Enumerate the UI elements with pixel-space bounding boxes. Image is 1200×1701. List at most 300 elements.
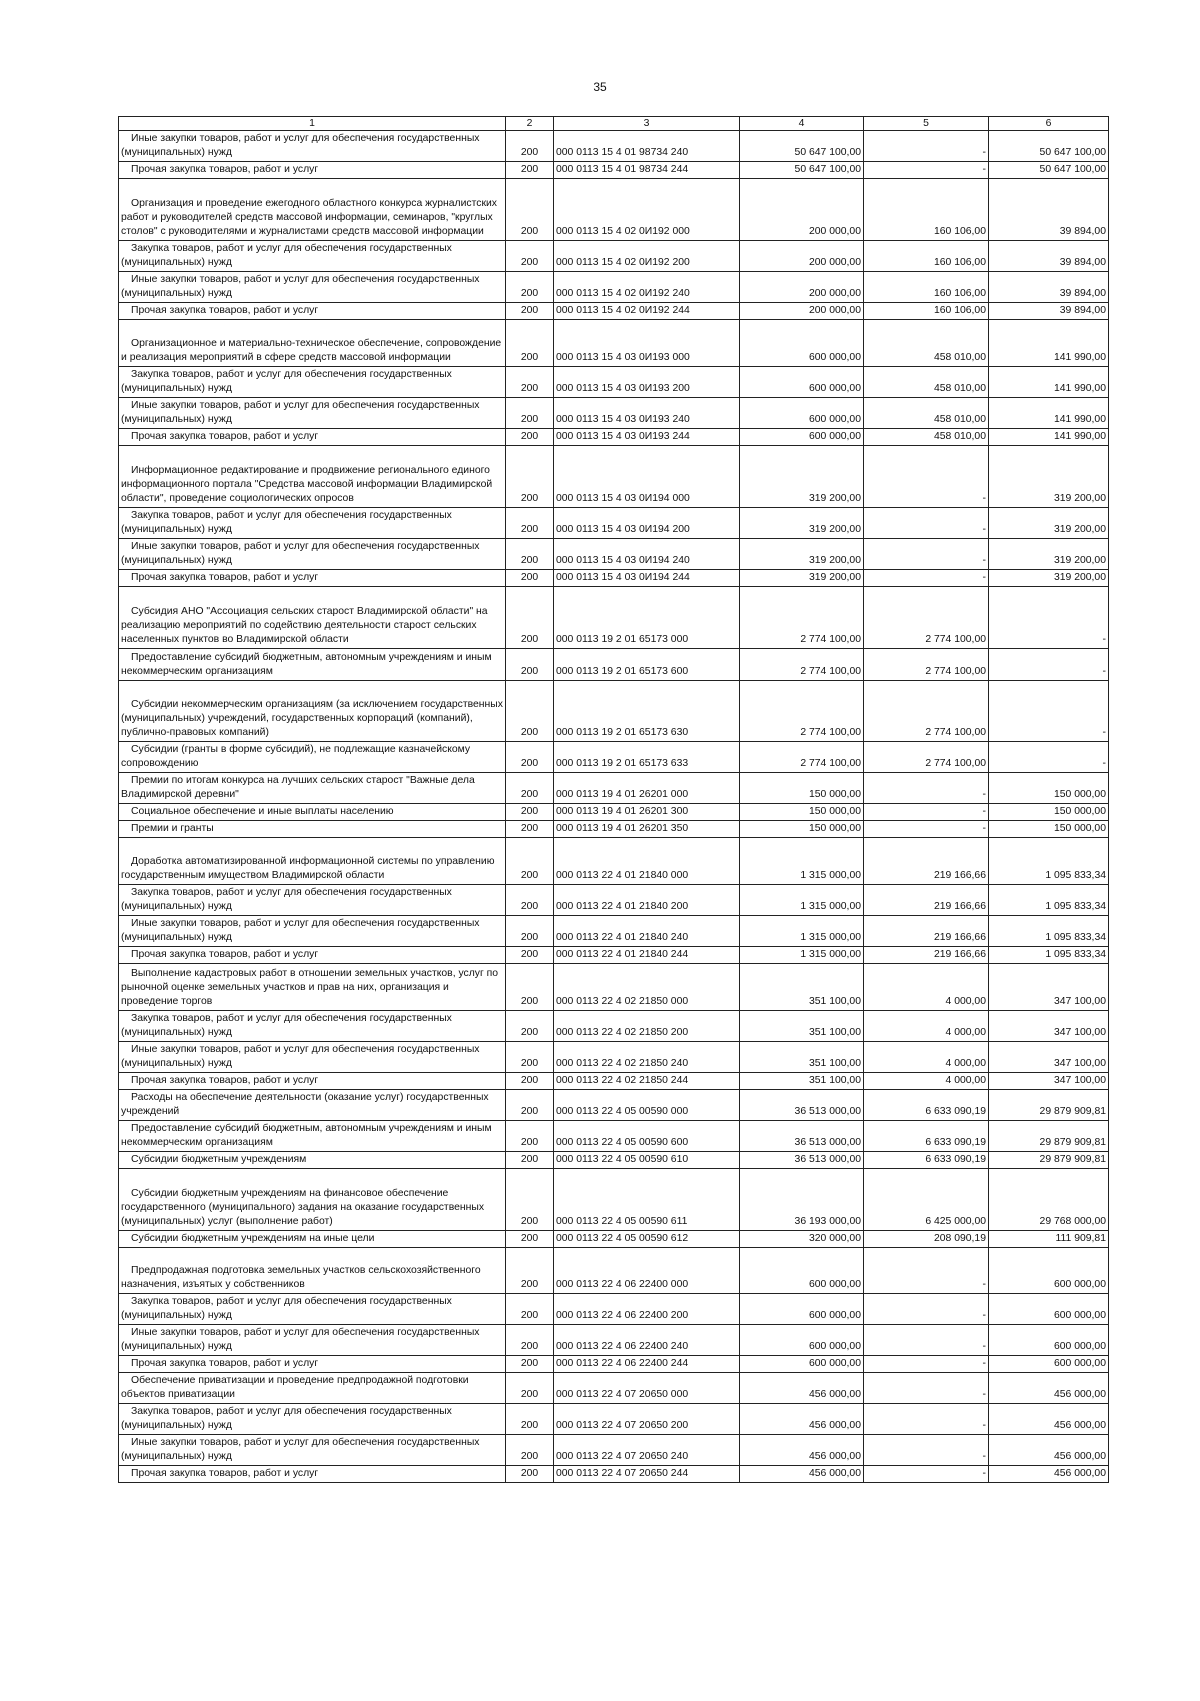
row-executed-amount: 6 633 090,19 — [864, 1121, 989, 1152]
row-approved-amount: 319 200,00 — [740, 446, 864, 508]
row-name: Субсидии бюджетным учреждениям — [119, 1152, 506, 1169]
row-approved-amount: 320 000,00 — [740, 1231, 864, 1248]
row-name: Закупка товаров, работ и услуг для обеспечения государственных (муниципальных) нужд — [119, 367, 506, 398]
row-name: Информационное редактирование и продвижение регионального единого информационного портала "Средства массовой информации Владимирской области", проведение социологических опросов — [119, 446, 506, 508]
row-classification-code: 000 0113 22 4 01 21840 000 — [554, 838, 740, 885]
col-header-1: 1 — [119, 117, 506, 131]
row-executed-amount: 219 166,66 — [864, 916, 989, 947]
row-approved-amount: 351 100,00 — [740, 964, 864, 1011]
table-row — [119, 742, 1109, 773]
row-remaining-amount: 347 100,00 — [989, 1042, 1109, 1073]
row-remaining-amount: 50 647 100,00 — [989, 131, 1109, 162]
row-remaining-amount: - — [989, 681, 1109, 742]
row-name: Премии и гранты — [119, 821, 506, 838]
row-kbk-code: 200 — [506, 1325, 554, 1356]
row-classification-code: 000 0113 15 4 03 0И193 000 — [554, 320, 740, 367]
table-row — [119, 1325, 1109, 1356]
row-approved-amount: 319 200,00 — [740, 570, 864, 587]
row-kbk-code: 200 — [506, 916, 554, 947]
row-name: Прочая закупка товаров, работ и услуг — [119, 947, 506, 964]
table-body — [119, 131, 1109, 1483]
row-kbk-code: 200 — [506, 821, 554, 838]
table-row — [119, 1090, 1109, 1121]
row-kbk-code: 200 — [506, 1466, 554, 1483]
table-row — [119, 303, 1109, 320]
row-classification-code: 000 0113 22 4 06 22400 244 — [554, 1356, 740, 1373]
row-executed-amount: - — [864, 1248, 989, 1294]
row-executed-amount: 2 774 100,00 — [864, 587, 989, 649]
row-kbk-code: 200 — [506, 681, 554, 742]
row-approved-amount: 200 000,00 — [740, 179, 864, 241]
row-classification-code: 000 0113 19 4 01 26201 350 — [554, 821, 740, 838]
row-remaining-amount: 600 000,00 — [989, 1325, 1109, 1356]
table-row — [119, 1231, 1109, 1248]
table-row — [119, 1404, 1109, 1435]
row-kbk-code: 200 — [506, 838, 554, 885]
row-approved-amount: 319 200,00 — [740, 508, 864, 539]
row-remaining-amount: 456 000,00 — [989, 1435, 1109, 1466]
row-classification-code: 000 0113 15 4 03 0И194 240 — [554, 539, 740, 570]
row-kbk-code: 200 — [506, 162, 554, 179]
row-kbk-code: 200 — [506, 1011, 554, 1042]
row-kbk-code: 200 — [506, 1435, 554, 1466]
row-name: Иные закупки товаров, работ и услуг для обеспечения государственных (муниципальных) нужд — [119, 1042, 506, 1073]
row-name: Прочая закупка товаров, работ и услуг — [119, 1466, 506, 1483]
table-row — [119, 885, 1109, 916]
row-remaining-amount: - — [989, 649, 1109, 681]
row-remaining-amount: 347 100,00 — [989, 1073, 1109, 1090]
row-classification-code: 000 0113 22 4 07 20650 244 — [554, 1466, 740, 1483]
row-classification-code: 000 0113 22 4 05 00590 610 — [554, 1152, 740, 1169]
row-executed-amount: 2 774 100,00 — [864, 681, 989, 742]
table-row — [119, 179, 1109, 241]
row-name: Социальное обеспечение и иные выплаты населению — [119, 804, 506, 821]
table-row — [119, 1073, 1109, 1090]
row-approved-amount: 36 513 000,00 — [740, 1121, 864, 1152]
row-name: Субсидии (гранты в форме субсидий), не подлежащие казначейскому сопровождению — [119, 742, 506, 773]
row-remaining-amount: 1 095 833,34 — [989, 947, 1109, 964]
header-row — [119, 117, 1109, 131]
row-approved-amount: 1 315 000,00 — [740, 916, 864, 947]
row-executed-amount: 219 166,66 — [864, 885, 989, 916]
row-classification-code: 000 0113 15 4 01 98734 244 — [554, 162, 740, 179]
row-remaining-amount: 150 000,00 — [989, 773, 1109, 804]
table-row — [119, 398, 1109, 429]
row-name: Иные закупки товаров, работ и услуг для обеспечения государственных (муниципальных) нужд — [119, 916, 506, 947]
row-classification-code: 000 0113 15 4 02 0И192 244 — [554, 303, 740, 320]
row-executed-amount: 219 166,66 — [864, 947, 989, 964]
row-classification-code: 000 0113 15 4 01 98734 240 — [554, 131, 740, 162]
row-kbk-code: 200 — [506, 964, 554, 1011]
col-header-6: 6 — [989, 117, 1109, 131]
row-approved-amount: 36 193 000,00 — [740, 1169, 864, 1231]
row-kbk-code: 200 — [506, 1294, 554, 1325]
row-remaining-amount: 319 200,00 — [989, 446, 1109, 508]
row-kbk-code: 200 — [506, 1169, 554, 1231]
row-remaining-amount: 141 990,00 — [989, 429, 1109, 446]
table-row — [119, 1435, 1109, 1466]
row-classification-code: 000 0113 22 4 07 20650 000 — [554, 1373, 740, 1404]
row-executed-amount: 4 000,00 — [864, 1042, 989, 1073]
row-classification-code: 000 0113 22 4 06 22400 200 — [554, 1294, 740, 1325]
row-executed-amount: 458 010,00 — [864, 367, 989, 398]
row-kbk-code: 200 — [506, 587, 554, 649]
row-classification-code: 000 0113 15 4 02 0И192 000 — [554, 179, 740, 241]
row-remaining-amount: 347 100,00 — [989, 964, 1109, 1011]
row-classification-code: 000 0113 22 4 01 21840 200 — [554, 885, 740, 916]
table-row — [119, 1466, 1109, 1483]
row-approved-amount: 600 000,00 — [740, 1294, 864, 1325]
page-number: 35 — [593, 80, 607, 94]
table-row — [119, 1169, 1109, 1231]
row-remaining-amount: 1 095 833,34 — [989, 838, 1109, 885]
row-executed-amount: 2 774 100,00 — [864, 742, 989, 773]
table-row — [119, 320, 1109, 367]
row-remaining-amount: 347 100,00 — [989, 1011, 1109, 1042]
row-remaining-amount: - — [989, 742, 1109, 773]
row-name: Иные закупки товаров, работ и услуг для обеспечения государственных (муниципальных) нужд — [119, 1435, 506, 1466]
row-remaining-amount: 1 095 833,34 — [989, 916, 1109, 947]
row-approved-amount: 50 647 100,00 — [740, 162, 864, 179]
row-approved-amount: 200 000,00 — [740, 303, 864, 320]
table-row — [119, 1152, 1109, 1169]
row-approved-amount: 150 000,00 — [740, 804, 864, 821]
row-classification-code: 000 0113 22 4 06 22400 000 — [554, 1248, 740, 1294]
row-classification-code: 000 0113 22 4 02 21850 244 — [554, 1073, 740, 1090]
row-approved-amount: 2 774 100,00 — [740, 681, 864, 742]
row-executed-amount: 6 633 090,19 — [864, 1090, 989, 1121]
row-executed-amount: - — [864, 1404, 989, 1435]
row-kbk-code: 200 — [506, 367, 554, 398]
row-approved-amount: 600 000,00 — [740, 429, 864, 446]
row-executed-amount: - — [864, 1373, 989, 1404]
row-classification-code: 000 0113 15 4 03 0И193 240 — [554, 398, 740, 429]
row-approved-amount: 2 774 100,00 — [740, 587, 864, 649]
row-remaining-amount: 150 000,00 — [989, 821, 1109, 838]
table-row — [119, 587, 1109, 649]
row-approved-amount: 200 000,00 — [740, 272, 864, 303]
row-classification-code: 000 0113 22 4 05 00590 000 — [554, 1090, 740, 1121]
row-approved-amount: 200 000,00 — [740, 241, 864, 272]
row-approved-amount: 456 000,00 — [740, 1466, 864, 1483]
table-row — [119, 131, 1109, 162]
row-kbk-code: 200 — [506, 773, 554, 804]
row-kbk-code: 200 — [506, 742, 554, 773]
row-name: Закупка товаров, работ и услуг для обеспечения государственных (муниципальных) нужд — [119, 241, 506, 272]
row-executed-amount: 6 633 090,19 — [864, 1152, 989, 1169]
row-approved-amount: 456 000,00 — [740, 1435, 864, 1466]
row-kbk-code: 200 — [506, 804, 554, 821]
row-classification-code: 000 0113 22 4 05 00590 600 — [554, 1121, 740, 1152]
row-executed-amount: - — [864, 804, 989, 821]
row-executed-amount: 4 000,00 — [864, 964, 989, 1011]
row-kbk-code: 200 — [506, 429, 554, 446]
row-approved-amount: 319 200,00 — [740, 539, 864, 570]
table-row — [119, 446, 1109, 508]
row-approved-amount: 456 000,00 — [740, 1404, 864, 1435]
row-classification-code: 000 0113 22 4 02 21850 200 — [554, 1011, 740, 1042]
row-remaining-amount: 50 647 100,00 — [989, 162, 1109, 179]
row-approved-amount: 600 000,00 — [740, 1356, 864, 1373]
row-classification-code: 000 0113 15 4 02 0И192 200 — [554, 241, 740, 272]
row-executed-amount: 160 106,00 — [864, 272, 989, 303]
row-name: Организационное и материально-техническое обеспечение, сопровождение и реализация мероприятий в сфере средств массовой информации — [119, 320, 506, 367]
row-remaining-amount: 29 879 909,81 — [989, 1152, 1109, 1169]
row-executed-amount: - — [864, 162, 989, 179]
row-classification-code: 000 0113 19 2 01 65173 630 — [554, 681, 740, 742]
row-remaining-amount: 600 000,00 — [989, 1248, 1109, 1294]
row-classification-code: 000 0113 22 4 07 20650 200 — [554, 1404, 740, 1435]
row-approved-amount: 2 774 100,00 — [740, 742, 864, 773]
table-row — [119, 821, 1109, 838]
row-classification-code: 000 0113 19 4 01 26201 000 — [554, 773, 740, 804]
row-kbk-code: 200 — [506, 1152, 554, 1169]
row-remaining-amount: 456 000,00 — [989, 1373, 1109, 1404]
row-name: Субсидии бюджетным учреждениям на иные цели — [119, 1231, 506, 1248]
row-kbk-code: 200 — [506, 131, 554, 162]
row-executed-amount: 219 166,66 — [864, 838, 989, 885]
row-classification-code: 000 0113 15 4 03 0И194 200 — [554, 508, 740, 539]
row-name: Прочая закупка товаров, работ и услуг — [119, 1356, 506, 1373]
table-row — [119, 272, 1109, 303]
row-name: Закупка товаров, работ и услуг для обеспечения государственных (муниципальных) нужд — [119, 1011, 506, 1042]
row-remaining-amount: 141 990,00 — [989, 398, 1109, 429]
row-approved-amount: 1 315 000,00 — [740, 838, 864, 885]
row-remaining-amount: 39 894,00 — [989, 241, 1109, 272]
table-row — [119, 964, 1109, 1011]
row-kbk-code: 200 — [506, 446, 554, 508]
row-executed-amount: 160 106,00 — [864, 303, 989, 320]
row-remaining-amount: 39 894,00 — [989, 179, 1109, 241]
row-executed-amount: 4 000,00 — [864, 1073, 989, 1090]
row-remaining-amount: 39 894,00 — [989, 303, 1109, 320]
row-name: Премии по итогам конкурса на лучших сельских старост "Важные дела Владимирской деревни" — [119, 773, 506, 804]
row-kbk-code: 200 — [506, 241, 554, 272]
row-executed-amount: 458 010,00 — [864, 429, 989, 446]
row-remaining-amount: 1 095 833,34 — [989, 885, 1109, 916]
table-row — [119, 1248, 1109, 1294]
row-name: Предоставление субсидий бюджетным, автономным учреждениям и иным некоммерческим организациям — [119, 1121, 506, 1152]
row-approved-amount: 600 000,00 — [740, 1325, 864, 1356]
row-executed-amount: 4 000,00 — [864, 1011, 989, 1042]
row-executed-amount: - — [864, 1294, 989, 1325]
row-kbk-code: 200 — [506, 1121, 554, 1152]
row-approved-amount: 600 000,00 — [740, 367, 864, 398]
row-approved-amount: 150 000,00 — [740, 773, 864, 804]
row-kbk-code: 200 — [506, 1373, 554, 1404]
row-name: Предпродажная подготовка земельных участков сельскохозяйственного назначения, изъятых у собственников — [119, 1248, 506, 1294]
table-row — [119, 570, 1109, 587]
row-remaining-amount: 111 909,81 — [989, 1231, 1109, 1248]
row-approved-amount: 1 315 000,00 — [740, 885, 864, 916]
row-executed-amount: 6 425 000,00 — [864, 1169, 989, 1231]
table-row — [119, 947, 1109, 964]
table-row — [119, 804, 1109, 821]
row-kbk-code: 200 — [506, 1042, 554, 1073]
row-name: Прочая закупка товаров, работ и услуг — [119, 429, 506, 446]
table-row — [119, 773, 1109, 804]
row-classification-code: 000 0113 15 4 03 0И194 244 — [554, 570, 740, 587]
row-remaining-amount: 39 894,00 — [989, 272, 1109, 303]
row-remaining-amount: 319 200,00 — [989, 508, 1109, 539]
table-row — [119, 1011, 1109, 1042]
table-row — [119, 429, 1109, 446]
col-header-5: 5 — [864, 117, 989, 131]
row-name: Расходы на обеспечение деятельности (оказание услуг) государственных учреждений — [119, 1090, 506, 1121]
table-row — [119, 241, 1109, 272]
table-row — [119, 367, 1109, 398]
row-name: Обеспечение приватизации и проведение предпродажной подготовки объектов приватизации — [119, 1373, 506, 1404]
row-classification-code: 000 0113 22 4 05 00590 611 — [554, 1169, 740, 1231]
row-kbk-code: 200 — [506, 398, 554, 429]
row-executed-amount: 2 774 100,00 — [864, 649, 989, 681]
row-kbk-code: 200 — [506, 1356, 554, 1373]
row-classification-code: 000 0113 19 4 01 26201 300 — [554, 804, 740, 821]
row-remaining-amount: 141 990,00 — [989, 320, 1109, 367]
row-name: Иные закупки товаров, работ и услуг для обеспечения государственных (муниципальных) нужд — [119, 398, 506, 429]
table-row — [119, 1042, 1109, 1073]
row-executed-amount: 458 010,00 — [864, 320, 989, 367]
row-name: Субсидии бюджетным учреждениям на финансовое обеспечение государственного (муниципального) задания на оказание государственных (муниципальных) услуг (выполнение работ) — [119, 1169, 506, 1231]
row-remaining-amount: 29 879 909,81 — [989, 1121, 1109, 1152]
row-executed-amount: 160 106,00 — [864, 179, 989, 241]
row-executed-amount: - — [864, 539, 989, 570]
table-row — [119, 681, 1109, 742]
table-row — [119, 1294, 1109, 1325]
row-classification-code: 000 0113 22 4 07 20650 240 — [554, 1435, 740, 1466]
row-kbk-code: 200 — [506, 303, 554, 320]
row-kbk-code: 200 — [506, 947, 554, 964]
table-row — [119, 1121, 1109, 1152]
col-header-3: 3 — [554, 117, 740, 131]
row-remaining-amount: 319 200,00 — [989, 570, 1109, 587]
table-row — [119, 916, 1109, 947]
col-header-4: 4 — [740, 117, 864, 131]
row-classification-code: 000 0113 22 4 02 21850 240 — [554, 1042, 740, 1073]
table-row — [119, 1356, 1109, 1373]
row-name: Закупка товаров, работ и услуг для обеспечения государственных (муниципальных) нужд — [119, 1404, 506, 1435]
row-executed-amount: - — [864, 1356, 989, 1373]
row-classification-code: 000 0113 15 4 02 0И192 240 — [554, 272, 740, 303]
row-approved-amount: 351 100,00 — [740, 1073, 864, 1090]
row-approved-amount: 600 000,00 — [740, 398, 864, 429]
row-kbk-code: 200 — [506, 508, 554, 539]
row-name: Закупка товаров, работ и услуг для обеспечения государственных (муниципальных) нужд — [119, 885, 506, 916]
row-remaining-amount: 29 768 000,00 — [989, 1169, 1109, 1231]
row-approved-amount: 150 000,00 — [740, 821, 864, 838]
row-kbk-code: 200 — [506, 649, 554, 681]
row-executed-amount: - — [864, 508, 989, 539]
row-executed-amount: - — [864, 131, 989, 162]
row-approved-amount: 351 100,00 — [740, 1042, 864, 1073]
row-classification-code: 000 0113 15 4 03 0И194 000 — [554, 446, 740, 508]
row-kbk-code: 200 — [506, 885, 554, 916]
row-name: Доработка автоматизированной информационной системы по управлению государственным имуществом Владимирской области — [119, 838, 506, 885]
row-executed-amount: - — [864, 570, 989, 587]
row-approved-amount: 351 100,00 — [740, 1011, 864, 1042]
row-kbk-code: 200 — [506, 179, 554, 241]
row-approved-amount: 50 647 100,00 — [740, 131, 864, 162]
row-name: Субсидия АНО "Ассоциация сельских старост Владимирской области" на реализацию мероприятий по содействию деятельности старост сельских населенных пунктов во Владимирской области — [119, 587, 506, 649]
row-kbk-code: 200 — [506, 1248, 554, 1294]
row-name: Прочая закупка товаров, работ и услуг — [119, 162, 506, 179]
row-name: Прочая закупка товаров, работ и услуг — [119, 1073, 506, 1090]
row-remaining-amount: - — [989, 587, 1109, 649]
row-executed-amount: 160 106,00 — [864, 241, 989, 272]
row-remaining-amount: 456 000,00 — [989, 1404, 1109, 1435]
table-row — [119, 838, 1109, 885]
row-kbk-code: 200 — [506, 570, 554, 587]
row-approved-amount: 1 315 000,00 — [740, 947, 864, 964]
row-executed-amount: - — [864, 1435, 989, 1466]
row-remaining-amount: 600 000,00 — [989, 1356, 1109, 1373]
row-approved-amount: 36 513 000,00 — [740, 1152, 864, 1169]
row-executed-amount: - — [864, 1466, 989, 1483]
row-approved-amount: 600 000,00 — [740, 1248, 864, 1294]
table-row — [119, 1373, 1109, 1404]
row-classification-code: 000 0113 15 4 03 0И193 244 — [554, 429, 740, 446]
row-name: Иные закупки товаров, работ и услуг для обеспечения государственных (муниципальных) нужд — [119, 539, 506, 570]
row-executed-amount: 208 090,19 — [864, 1231, 989, 1248]
row-name: Иные закупки товаров, работ и услуг для обеспечения государственных (муниципальных) нужд — [119, 131, 506, 162]
row-classification-code: 000 0113 22 4 01 21840 240 — [554, 916, 740, 947]
row-kbk-code: 200 — [506, 1073, 554, 1090]
table-row — [119, 649, 1109, 681]
row-remaining-amount: 319 200,00 — [989, 539, 1109, 570]
row-approved-amount: 456 000,00 — [740, 1373, 864, 1404]
table-row — [119, 539, 1109, 570]
row-kbk-code: 200 — [506, 1404, 554, 1435]
row-name: Предоставление субсидий бюджетным, автономным учреждениям и иным некоммерческим организациям — [119, 649, 506, 681]
row-name: Иные закупки товаров, работ и услуг для обеспечения государственных (муниципальных) нужд — [119, 272, 506, 303]
row-remaining-amount: 600 000,00 — [989, 1294, 1109, 1325]
col-header-2: 2 — [506, 117, 554, 131]
row-approved-amount: 2 774 100,00 — [740, 649, 864, 681]
row-kbk-code: 200 — [506, 272, 554, 303]
row-kbk-code: 200 — [506, 1231, 554, 1248]
row-executed-amount: - — [864, 821, 989, 838]
row-classification-code: 000 0113 22 4 06 22400 240 — [554, 1325, 740, 1356]
row-remaining-amount: 141 990,00 — [989, 367, 1109, 398]
row-approved-amount: 600 000,00 — [740, 320, 864, 367]
row-remaining-amount: 456 000,00 — [989, 1466, 1109, 1483]
budget-table — [118, 116, 1109, 1483]
row-classification-code: 000 0113 22 4 05 00590 612 — [554, 1231, 740, 1248]
row-name: Закупка товаров, работ и услуг для обеспечения государственных (муниципальных) нужд — [119, 508, 506, 539]
row-kbk-code: 200 — [506, 1090, 554, 1121]
row-name: Иные закупки товаров, работ и услуг для обеспечения государственных (муниципальных) нужд — [119, 1325, 506, 1356]
table-row — [119, 162, 1109, 179]
row-classification-code: 000 0113 22 4 02 21850 000 — [554, 964, 740, 1011]
row-remaining-amount: 29 879 909,81 — [989, 1090, 1109, 1121]
row-executed-amount: - — [864, 446, 989, 508]
row-approved-amount: 36 513 000,00 — [740, 1090, 864, 1121]
row-kbk-code: 200 — [506, 539, 554, 570]
row-executed-amount: - — [864, 1325, 989, 1356]
row-classification-code: 000 0113 15 4 03 0И193 200 — [554, 367, 740, 398]
table-row — [119, 508, 1109, 539]
row-name: Закупка товаров, работ и услуг для обеспечения государственных (муниципальных) нужд — [119, 1294, 506, 1325]
row-classification-code: 000 0113 22 4 01 21840 244 — [554, 947, 740, 964]
row-classification-code: 000 0113 19 2 01 65173 633 — [554, 742, 740, 773]
row-name: Прочая закупка товаров, работ и услуг — [119, 303, 506, 320]
row-name: Организация и проведение ежегодного областного конкурса журналистских работ и руководителей средств массовой информации, семинаров, "круглых столов" с руководителями и журналистами средств массовой информации — [119, 179, 506, 241]
row-executed-amount: 458 010,00 — [864, 398, 989, 429]
row-name: Субсидии некоммерческим организациям (за исключением государственных (муниципальных) учреждений, государственных корпораций (компаний), публично-правовых компаний) — [119, 681, 506, 742]
row-executed-amount: - — [864, 773, 989, 804]
row-name: Выполнение кадастровых работ в отношении земельных участков, услуг по рыночной оценке земельных участков и прав на них, организация и проведение торгов — [119, 964, 506, 1011]
row-remaining-amount: 150 000,00 — [989, 804, 1109, 821]
